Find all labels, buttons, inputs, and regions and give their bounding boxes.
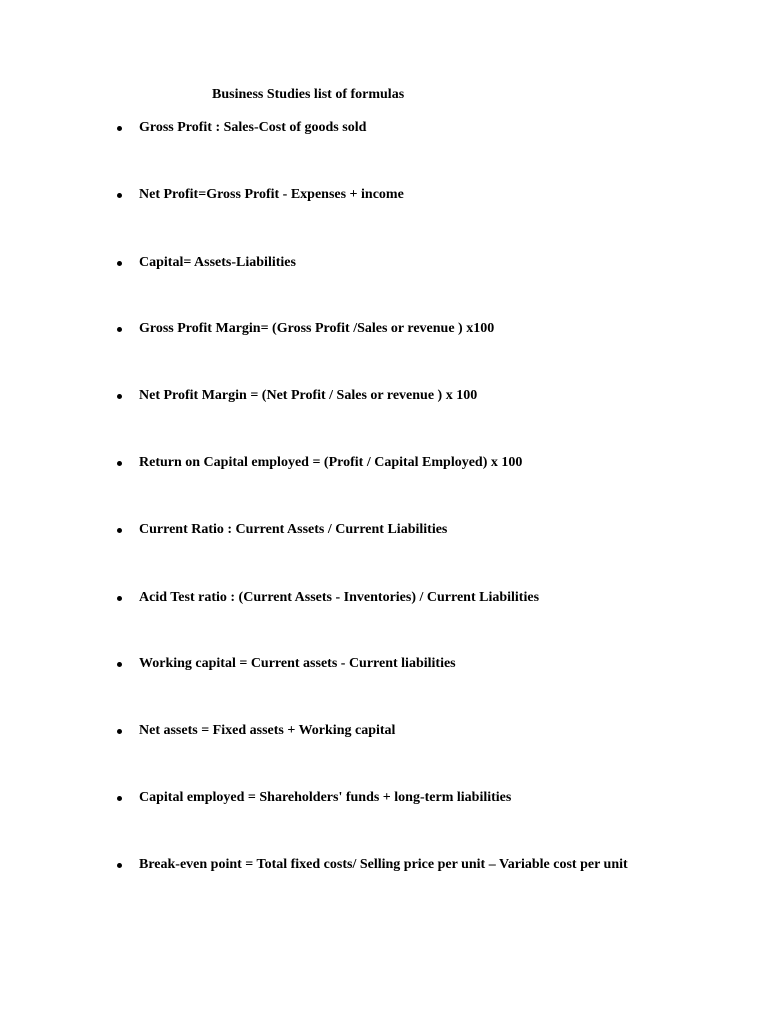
bullet-icon (116, 856, 122, 874)
bullet-icon (116, 254, 122, 272)
formula-text: Gross Profit : Sales-Cost of goods sold (139, 120, 367, 135)
formula-text: Net assets = Fixed assets + Working capital (139, 723, 396, 738)
bullet-icon (116, 320, 122, 338)
formula-text: Current Ratio : Current Assets / Current Liabilities (139, 522, 448, 537)
bullet-icon (116, 789, 122, 807)
formula-text: Capital employed = Shareholders' funds + long-term liabilities (139, 790, 512, 805)
bullet-icon (116, 589, 122, 607)
formula-text: Net Profit Margin = (Net Profit / Sales or revenue ) x 100 (139, 388, 478, 403)
bullet-icon (116, 722, 122, 740)
bullet-icon (116, 186, 122, 204)
formula-text: Gross Profit Margin= (Gross Profit /Sales or revenue ) x100 (139, 321, 495, 336)
bullet-icon (116, 119, 122, 137)
bullet-icon (116, 655, 122, 673)
bullet-icon (116, 521, 122, 539)
formula-text: Break-even point = Total fixed costs/ Selling price per unit – Variable cost per unit (139, 857, 628, 872)
formula-text: Working capital = Current assets - Current liabilities (139, 656, 456, 671)
formula-text: Capital= Assets-Liabilities (139, 255, 296, 270)
formula-text: Net Profit=Gross Profit - Expenses + income (139, 187, 404, 202)
formula-text: Acid Test ratio : (Current Assets - Inventories) / Current Liabilities (139, 590, 540, 605)
bullet-icon (116, 454, 122, 472)
document-title: Business Studies list of formulas (212, 87, 405, 102)
formula-text: Return on Capital employed = (Profit / Capital Employed) x 100 (139, 455, 523, 470)
bullet-icon (116, 387, 122, 405)
